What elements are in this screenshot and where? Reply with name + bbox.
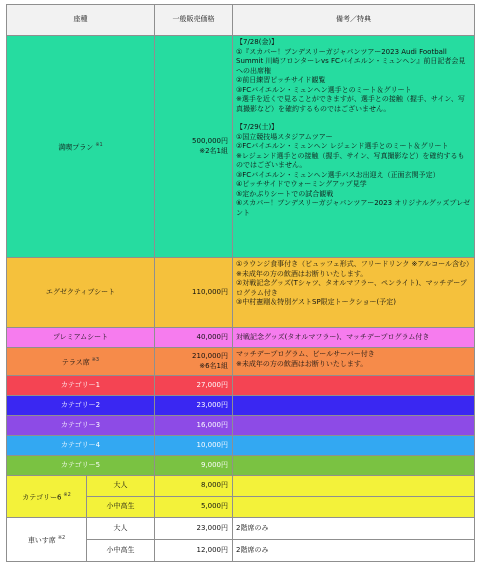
seat-name: 車いす席 (27, 535, 56, 544)
price-cell (155, 36, 233, 258)
note-line: ③FCバイエルン・ミュンヘン選手とのミート＆グリート (236, 85, 412, 94)
age-group: 大人 (113, 523, 128, 532)
note-line: ⑥スカパー！ブンデスリーガジャパンツアー2023 オリジナルグッズプレゼント (236, 199, 471, 217)
price-cell (155, 540, 233, 562)
price-cell (155, 456, 233, 476)
price-cell (155, 328, 233, 348)
note-line: 2階席のみ (236, 545, 269, 554)
seat-name: カテゴリー3 (60, 420, 101, 429)
table-row (7, 328, 475, 348)
price: 5,000円 (200, 502, 228, 511)
note-cell (233, 416, 475, 436)
seat-name: 満喫プラン (58, 142, 94, 151)
price-cell (155, 476, 233, 497)
price-cell (155, 376, 233, 396)
note-cell (233, 456, 475, 476)
seat-name-cell (7, 348, 155, 376)
seat-name: カテゴリー1 (60, 380, 101, 389)
note-line: 2階席のみ (236, 523, 269, 532)
note-line: ※選手を近くで見ることができますが、選手との接触（握手、サイン、写真撮影など）を確約するものではございません。 (236, 95, 465, 113)
age-group-cell (87, 497, 155, 518)
note-cell (233, 258, 475, 328)
price: 23,000円 (196, 523, 228, 532)
note-line: ※未成年の方の飲酒はお断りいたします。 (236, 269, 368, 278)
seat-name: プレミアムシート (52, 332, 109, 341)
note-cell (233, 376, 475, 396)
header-note: 備考／特典 (233, 5, 475, 36)
note-line: 【7/28(金)】 (236, 38, 279, 46)
note-cell (233, 348, 475, 376)
price: 500,000円 (192, 137, 228, 145)
price: 12,000円 (196, 545, 228, 554)
note-cell (233, 436, 475, 456)
table-header (7, 5, 475, 36)
table-row (7, 348, 475, 376)
seat-name-cell (7, 416, 155, 436)
table-row (7, 396, 475, 416)
seat-name: テラス席 (61, 357, 90, 366)
note-cell (233, 476, 475, 497)
table-row (7, 476, 475, 497)
price: 40,000円 (196, 332, 228, 341)
table-row (7, 518, 475, 540)
header-seat: 座種 (7, 5, 155, 36)
age-group-cell (87, 518, 155, 540)
price: 8,000円 (200, 481, 228, 490)
price-cell (155, 396, 233, 416)
price: 10,000円 (196, 440, 228, 449)
table-row (7, 376, 475, 396)
price-cell (155, 416, 233, 436)
price-sub: ※2名1組 (199, 146, 228, 155)
note-line: マッチデープログラム、ビールサーバー付き (236, 350, 375, 358)
note-line: ⑤定かぶりシートでの試合観戦 (236, 189, 334, 198)
note-cell (233, 497, 475, 518)
footnote-mark: ※1 (95, 141, 103, 148)
note-line: ④ピッチサイドでウォーミングアップ見学 (236, 180, 367, 188)
seat-name: カテゴリー6 (22, 492, 62, 501)
footnote-mark: ※3 (91, 356, 100, 363)
note-cell (233, 36, 475, 258)
price: 27,000円 (196, 380, 228, 389)
price: 23,000円 (196, 400, 228, 409)
age-group: 大人 (113, 481, 128, 490)
table-row (7, 456, 475, 476)
header-price: 一般販売価格 (155, 5, 233, 36)
table-row (7, 436, 475, 456)
note-line: ②FCバイエルン・ミュンヘン レジェンド選手とのミート＆グリート (236, 142, 449, 150)
price-cell (155, 436, 233, 456)
seat-name-cell (7, 436, 155, 456)
note-line: ①ラウンジ食事付き（ビュッフェ形式、フリードリンク ※アルコール含む） (236, 260, 473, 268)
note-line: ②対戦記念グッズ(Tシャツ、タオルマフラー、ペンライト)、マッチデープログラム付き (236, 279, 467, 297)
age-group: 小中高生 (106, 545, 135, 554)
note-line: ①『スカパー！ブンデスリーガジャパンツアー2023 Audi Football Summit 川崎フロンターレvs FCバイエルン・ミュンヘン』前日記者会見への出席権 (236, 47, 466, 75)
note-line: ③FCバイエルン・ミュンヘン選手バスお出迎え（正面玄関予定） (236, 170, 440, 179)
note-line: 【7/29(土)】 (236, 123, 279, 131)
seat-name-cell (7, 518, 87, 562)
seat-name: カテゴリー4 (60, 440, 101, 449)
seat-name-cell (7, 328, 155, 348)
price: 16,000円 (196, 420, 228, 429)
price-cell (155, 348, 233, 376)
table-row (7, 36, 475, 258)
seat-name-cell (7, 476, 87, 518)
footnote-mark: ※2 (63, 491, 71, 498)
seat-name-cell (7, 376, 155, 396)
table-row (7, 258, 475, 328)
age-group: 小中高生 (106, 502, 135, 511)
seat-name-cell (7, 456, 155, 476)
note-line: ③中村憲剛＆特別ゲストSP限定トークショー(予定) (236, 298, 396, 306)
table-row (7, 416, 475, 436)
seat-name-cell (7, 396, 155, 416)
price: 210,000円 (192, 352, 228, 360)
ticket-price-table (6, 4, 475, 562)
note-line: ※レジェンド選手との接触（握手、サイン、写真撮影など）を確約するものではございません。 (236, 151, 465, 169)
seat-name: カテゴリー5 (60, 460, 101, 469)
seat-name: エグゼクティブシート (45, 287, 116, 296)
note-line: 対戦記念グッズ(タオルマフラー)、マッチデープログラム付き (236, 332, 430, 341)
price-cell (155, 258, 233, 328)
price-cell (155, 518, 233, 540)
age-group-cell (87, 540, 155, 562)
note-cell (233, 328, 475, 348)
note-spacer (236, 114, 471, 123)
price-cell (155, 497, 233, 518)
price: 110,000円 (192, 287, 228, 296)
note-cell (233, 540, 475, 562)
price-sub: ※6名1組 (199, 361, 228, 370)
seat-name-cell (7, 258, 155, 328)
footnote-mark: ※2 (57, 534, 66, 541)
seat-name: カテゴリー2 (60, 400, 101, 409)
note-cell (233, 396, 475, 416)
age-group-cell (87, 476, 155, 497)
note-line: ②前日練習ピッチサイド観覧 (236, 76, 326, 84)
note-line: ①国立競技場スタジアムツアー (236, 132, 333, 141)
note-cell (233, 518, 475, 540)
seat-name-cell (7, 36, 155, 258)
price: 9,000円 (200, 460, 228, 469)
note-line: ※未成年の方の飲酒はお断りいたします。 (236, 359, 368, 368)
